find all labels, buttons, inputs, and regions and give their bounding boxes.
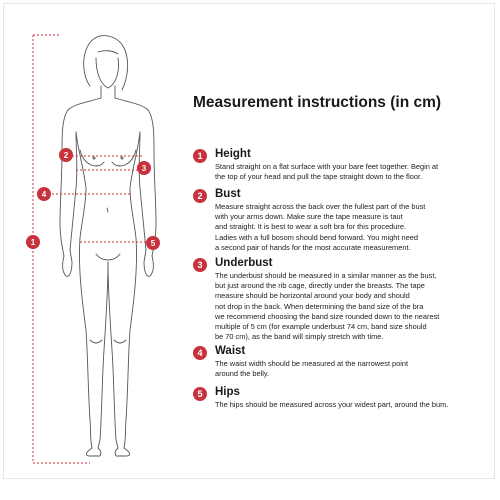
svg-text:1: 1 <box>30 238 36 247</box>
number-badge: 2 <box>193 189 207 203</box>
number-badge: 5 <box>193 387 207 401</box>
instruction-text: The hips should be measured across your widest part, around the bum. <box>215 400 449 409</box>
marker-2 <box>59 148 73 162</box>
woman-silhouette <box>60 36 156 456</box>
instruction-heading: Waist <box>215 345 246 357</box>
instruction-heading: Height <box>215 148 251 160</box>
instruction-heading: Hips <box>215 386 240 398</box>
instruction-heading: Bust <box>215 188 241 200</box>
page-title: Measurement instructions (in cm) <box>193 94 442 111</box>
instruction-text: Stand straight on a flat surface with your bare feet together. Begin at the top of your head and pull the tape straight down to the floor. <box>215 162 439 182</box>
instruction-text: Measure straight across the back over the fullest part of the bust with your arms down. Make sure the tape measure is taut and straight. It is best to wear a soft bra for this procedure. Ladies with a full bosom should bend forward. You might need a second pair of hands for the most accurate measurement. <box>215 202 426 252</box>
svg-text:5: 5 <box>150 239 156 248</box>
instruction-heading: Underbust <box>215 257 273 269</box>
number-badge: 4 <box>193 346 207 360</box>
marker-5 <box>146 236 160 250</box>
marker-4 <box>37 187 51 201</box>
body-figure-illustration <box>0 0 190 480</box>
number-badge: 3 <box>193 258 207 272</box>
svg-text:2: 2 <box>63 151 69 160</box>
svg-text:4: 4 <box>41 190 47 199</box>
marker-1 <box>26 235 40 249</box>
svg-text:3: 3 <box>141 164 147 173</box>
instruction-text: The waist width should be measured at the narrowest point around the belly. <box>215 359 409 379</box>
marker-3 <box>137 161 151 175</box>
number-badge: 1 <box>193 149 207 163</box>
instruction-text: The underbust should be measured in a similar manner as the bust, but just around the rib cage, directly under the breasts. The tape measure should be horizontal around your body and should not drop in the back. When determining the band size of the bra we recommend choosing the band size rounded down to the nearest multiple of 5 cm (for example underbust 74 cm, band size should be 70 cm), as the band will simply stretch with time. <box>215 271 440 342</box>
